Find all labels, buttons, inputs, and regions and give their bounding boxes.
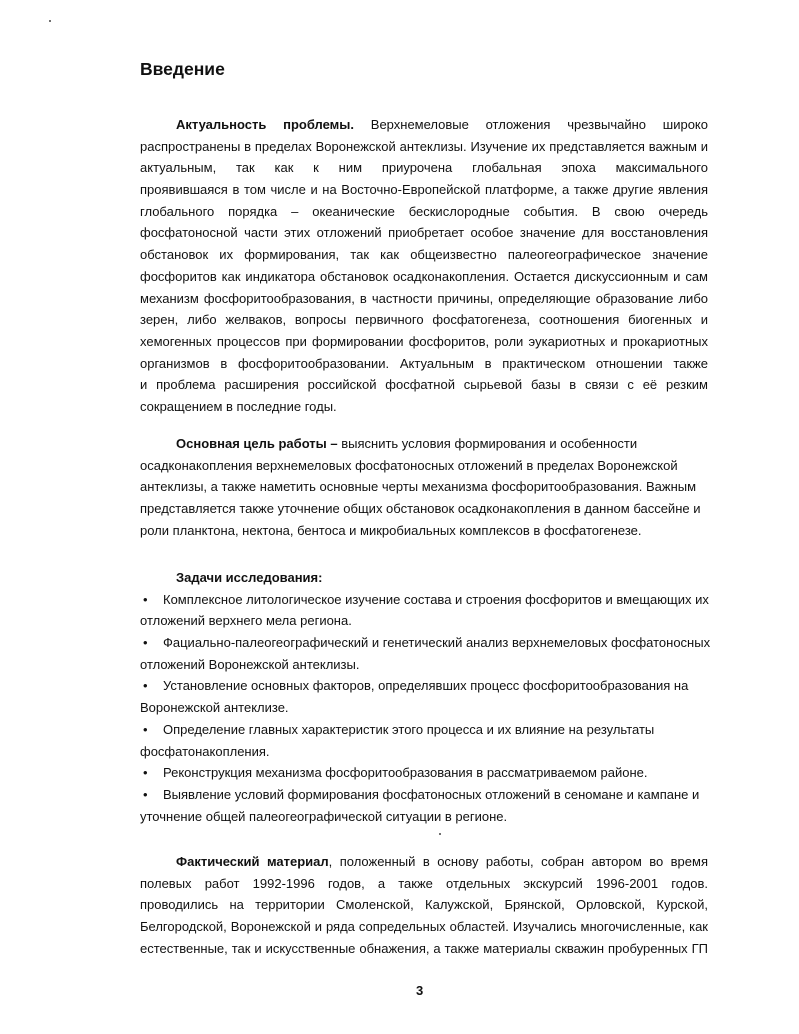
paragraph-line: проявившаяся в том числе и на Восточно-Европейской платформе, а также другие явления	[140, 182, 708, 198]
task-item	[140, 632, 711, 675]
bullet-icon: •	[143, 635, 148, 651]
task-text: отложений верхнего мела региона.	[140, 613, 352, 629]
paragraph-text: выяснить условия формирования и особенности	[337, 436, 638, 451]
task-text: Определение главных характеристик этого процесса и их влияние на результаты	[163, 721, 655, 737]
paragraph-text: Верхнемеловые отложения чрезвычайно широко	[370, 117, 708, 132]
page-number: 3	[416, 983, 424, 998]
paragraph-text: , положенный в основу работы, собран автором во время	[328, 854, 708, 869]
paragraph-line: фосфоритов как индикатора обстановок осадконакопления. Остается дискуссионным и сам	[140, 268, 708, 284]
paragraph-line: Белгородской, Воронежской и ряда сопредельных областей. Изучались многочисленные, как	[140, 919, 708, 935]
paragraph-line: распространены в пределах Воронежской антеклизы. Изучение их представляется важным и	[140, 138, 708, 154]
paragraph-line: представляется также уточнение общих обстановок осадконакопления в данном бассейне и	[140, 501, 701, 517]
tasks-title-text: Задачи исследования:	[176, 570, 323, 585]
paragraph-line: роли планктона, нектона, бентоса и микробиальных комплексов в фосфатогенезе.	[140, 522, 642, 538]
paragraph-line: хемогенных процессов при формировании фосфоритов, роли эукариотных и прокариотных	[140, 333, 708, 349]
task-item	[140, 784, 708, 827]
paragraph-line: полевых работ 1992-1996 годов, а также отдельных экскурсий 1996-2001 годов.	[140, 875, 708, 891]
bullet-icon: •	[143, 765, 148, 781]
bullet-icon: •	[143, 678, 148, 694]
paragraph-line: актуальным, так как к ним приурочена глобальная эпоха максимального	[140, 160, 708, 176]
paragraph-lead: Актуальность проблемы.	[176, 117, 355, 132]
task-text: Комплексное литологическое изучение состава и строения фосфоритов и вмещающих их	[163, 591, 709, 607]
paragraph-line: глобального порядка – океанические бескислородные события. В свою очередь	[140, 203, 708, 219]
task-item	[140, 762, 708, 784]
paragraph-line: антеклизы, а также наметить основные черты механизма фосфоритообразования. Важным	[140, 479, 697, 495]
bullet-icon: •	[143, 786, 148, 802]
paragraph-relevance	[140, 114, 708, 418]
task-text: Фациально-палеогеографический и генетический анализ верхнемеловых фосфатоносных	[163, 635, 711, 651]
scan-speck	[49, 20, 51, 22]
task-text: уточнение общей палеогеографической ситуации в регионе.	[140, 808, 508, 824]
tasks-title	[140, 567, 708, 589]
paragraph-first-line	[140, 114, 708, 136]
tasks-section	[140, 567, 711, 827]
paragraph-line: зерен, либо желваков, вопросы первичного фосфатогенеза, соотношения биогенных и	[140, 312, 708, 328]
paragraph-line: фосфатоносной части этих отложений приобретает особое значение для восстановления	[140, 225, 708, 241]
paragraph-material	[140, 851, 708, 959]
paragraph-line: естественные, так и искусственные обнажения, а также материалы скважин пробуренных ГП	[140, 940, 708, 956]
section-heading: Введение	[140, 59, 225, 79]
bullet-icon: •	[143, 591, 148, 607]
task-item	[140, 719, 708, 762]
paragraph-lead: Основная цель работы –	[176, 436, 338, 451]
paragraph-lead: Фактический материал	[176, 854, 329, 869]
task-text: Реконструкция механизма фосфоритообразования в рассматриваемом районе.	[163, 765, 648, 781]
paragraph-line: организмов в фосфоритообразовании. Актуальным в практическом отношении также	[140, 355, 708, 371]
task-text: отложений Воронежской антеклизы.	[140, 656, 360, 672]
scan-speck	[439, 833, 441, 835]
paragraph-goal	[140, 433, 708, 541]
task-item	[140, 589, 708, 632]
task-text: Установление основных факторов, определявших процесс фосфоритообразования на	[163, 678, 689, 694]
paragraph-line: осадконакопления верхнемеловых фосфатоносных отложений в пределах Воронежской	[140, 457, 678, 473]
task-text: Воронежской антеклизе.	[140, 700, 289, 716]
bullet-icon: •	[143, 721, 148, 737]
task-text: Выявление условий формирования фосфатоносных отложений в сеномане и кампане и	[163, 786, 700, 802]
task-item	[140, 675, 708, 718]
paragraph-line: механизм фосфоритообразования, в частности причины, определяющие образование либо	[140, 290, 708, 306]
task-text: фосфатонакопления.	[140, 743, 270, 759]
paragraph-first-line	[140, 433, 708, 455]
paragraph-line: сокращением в последние годы.	[140, 398, 337, 414]
paragraph-line: и проблема расширения российской фосфатной сырьевой базы в связи с её резким	[140, 377, 708, 393]
paragraph-first-line	[140, 851, 708, 873]
paragraph-line: обстановок их формирования, так как общеизвестно палеогеографическое значение	[140, 247, 708, 263]
paragraph-line: проводились на территории Смоленской, Калужской, Брянской, Орловской, Курской,	[140, 897, 708, 913]
